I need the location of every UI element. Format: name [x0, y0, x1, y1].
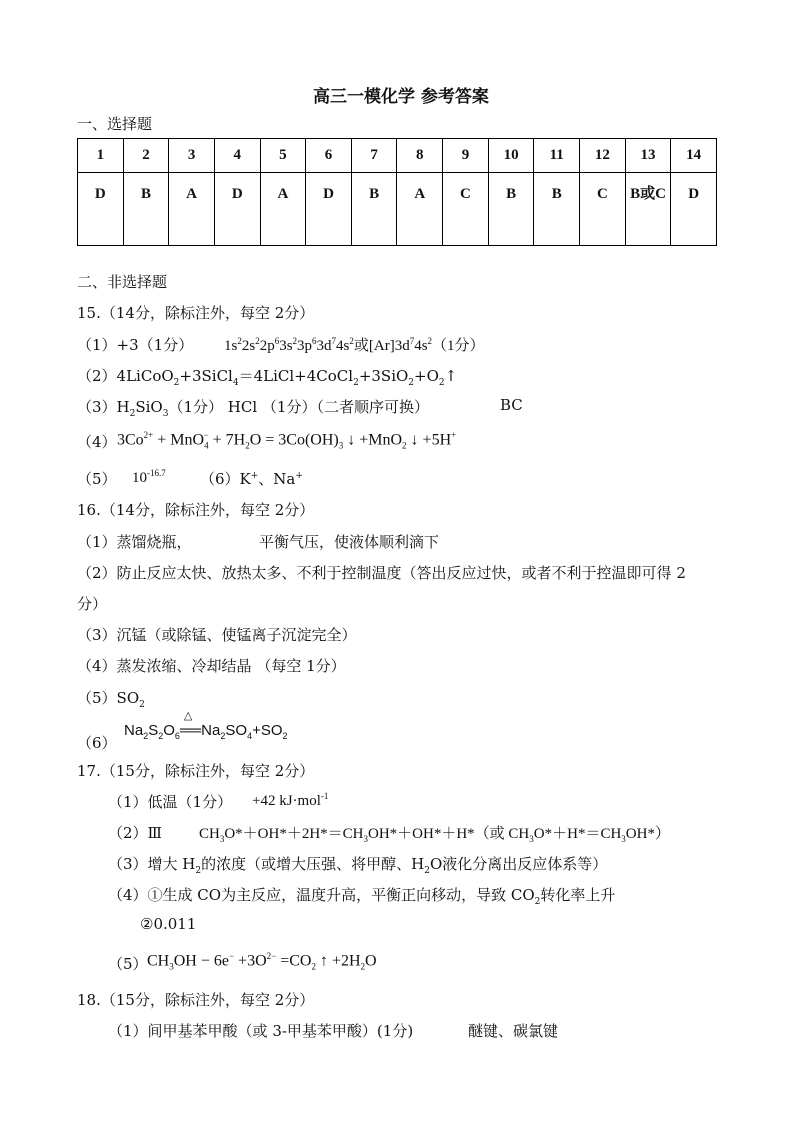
section-heading-nonchoice: 二、非选择题	[77, 273, 168, 291]
table-cell: 5	[260, 139, 306, 173]
table-cell: 3	[169, 139, 215, 173]
q15-answer-3: $(3)H_2SiO_3(1$分） HCl （1分）（二者顺序可换）	[77, 398, 429, 419]
q15-equation-4: $3Co^{2+} + MnO_4^- + 7H_2O = 3Co(OH)_3$ ↓ +MnO$_2$ ↓ +5H+	[117, 430, 457, 451]
q17-header: 17.（15分，除标注外，每空 2分）	[77, 762, 315, 780]
answer-table	[77, 138, 717, 246]
heat-symbol: △	[183, 710, 193, 722]
table-cell: A	[397, 173, 443, 246]
table-cell: C	[443, 173, 489, 246]
q16-answer-5: $(5)SO_2$	[77, 689, 145, 710]
table-cell: 1	[78, 139, 124, 173]
q16-answer-6-label: （6）	[77, 734, 117, 752]
table-cell: B	[534, 173, 580, 246]
q18-answer-1b: 醚键、碳氯键	[468, 1022, 559, 1040]
table-cell: B	[488, 173, 534, 246]
table-cell: 12	[580, 139, 626, 173]
q17-answer-1b: +42 kJ·mol$^{-1}$	[252, 791, 329, 809]
q16-answer-2: （2）防止反应太快、放热太多、不利于控制温度（答出反应过快，或者不利于控温即可得 2	[77, 564, 686, 582]
q15-answer-1b: $1s^22s^22p^63s^23p^63d^74s^2$或$[Ar]3d^74s^2(1$分）	[224, 336, 485, 354]
q16-answer-4: （4）蒸发浓缩、冷却结晶 （每空 1分）	[77, 657, 346, 675]
q15-answer-2: $(2)4LiCoO_2+3SiCl_4=4LiCl+4CoCl_2+3SiO_2+O_2↑$	[77, 367, 458, 388]
q15-answer-5-label: （5）	[77, 470, 117, 488]
section-heading-choice: 一、选择题	[77, 115, 153, 133]
q16-header: 16.（14分，除标注外，每空 2分）	[77, 501, 315, 519]
table-row-answers	[78, 173, 717, 246]
page-title: 高三一模化学 参考答案	[313, 87, 489, 107]
table-cell: 4	[214, 139, 260, 173]
q17-equation-5: $CH_3OH - 6e^- +3O^{2-} =CO_2$ ↑ $+2H_2O$	[147, 951, 377, 972]
q16-answer-1a: （1）蒸馏烧瓶，	[77, 533, 192, 551]
q17-answer-3: （3）增大 $H_2$的浓度（或增大压强、将甲醇、$H_2O$液化分离出反应体系等）	[108, 855, 608, 876]
table-cell: B	[123, 173, 169, 246]
table-cell: B或C	[625, 173, 671, 246]
q16-answer-3: （3）沉锰（或除锰、使锰离子沉淀完全）	[77, 626, 357, 644]
q18-header: 18.（15分，除标注外，每空 2分）	[77, 991, 315, 1009]
table-cell: A	[260, 173, 306, 246]
table-cell: 13	[625, 139, 671, 173]
q15-header: 15.（14分，除标注外，每空 2分）	[77, 304, 315, 322]
table-cell: B	[351, 173, 397, 246]
q16-equation-6: $Na_2S_2O_6$ △ $══Na_2SO_4+SO_2$	[124, 710, 288, 741]
q16-answer-2-cont: 分）	[77, 595, 108, 613]
table-cell: 9	[443, 139, 489, 173]
q15-answer-6: （6）K+、Na+	[200, 470, 303, 488]
q15-answer-1a: （1）+3（1分）	[77, 336, 194, 354]
table-cell: A	[169, 173, 215, 246]
q17-answer-1a: （1）低温（1分）	[108, 793, 233, 811]
table-cell: D	[78, 173, 124, 246]
table-cell: 10	[488, 139, 534, 173]
table-cell: 7	[351, 139, 397, 173]
table-cell: 14	[671, 139, 717, 173]
q15-answer-5: $10^{-16.7}$	[132, 468, 166, 486]
table-row-numbers	[78, 139, 717, 173]
q17-answer-2-label: （2）Ⅲ	[108, 824, 163, 842]
table-cell: 6	[306, 139, 352, 173]
table-cell: 11	[534, 139, 580, 173]
table-cell: D	[214, 173, 260, 246]
table-cell: 2	[123, 139, 169, 173]
q17-answer-4-2: ②0.011	[140, 915, 197, 933]
q17-answer-2: $CH_3O*+OH*+2H*=CH_3OH*+OH*+H*$（或 $CH_3O*+H*=CH_3OH*$）	[199, 826, 670, 844]
q17-answer-5-label: （5）	[108, 955, 148, 973]
table-cell: C	[580, 173, 626, 246]
q18-answer-1a: （1）间甲基苯甲酸（或 3-甲基苯甲酸）(1分)	[108, 1022, 414, 1040]
q16-answer-1b: 平衡气压，使液体顺利滴下	[259, 533, 440, 551]
table-cell: D	[671, 173, 717, 246]
table-cell: D	[306, 173, 352, 246]
q17-answer-4: （4）①生成 CO为主反应，温度升高，平衡正向移动，导致 $CO_2$转化率上升	[108, 886, 616, 907]
q15-answer-4-label: （4）	[77, 433, 117, 451]
table-cell: 8	[397, 139, 443, 173]
q15-answer-3c: BC	[500, 396, 523, 414]
